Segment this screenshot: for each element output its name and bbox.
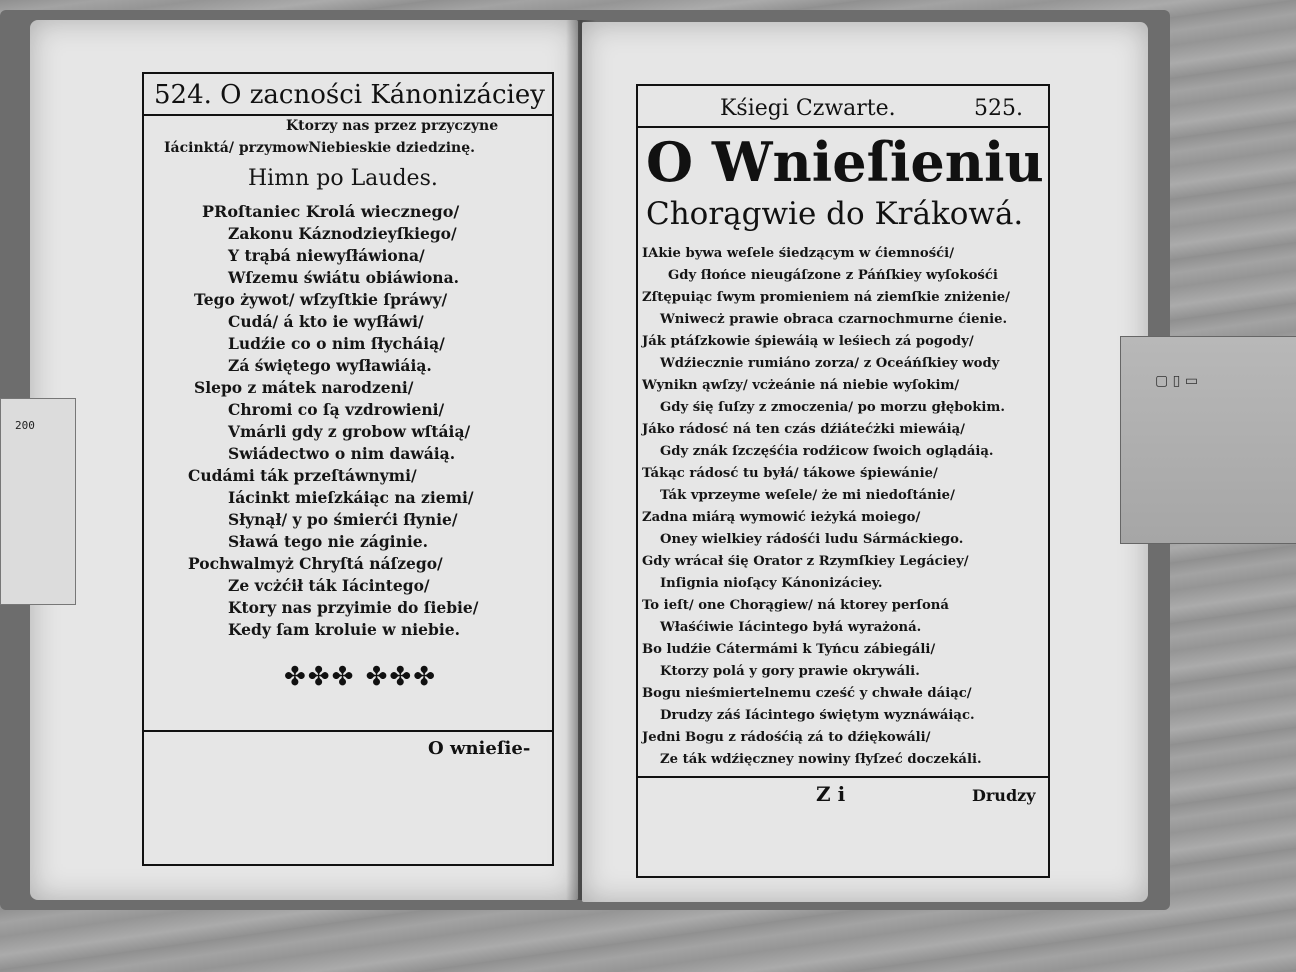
left-page bbox=[30, 20, 578, 900]
verse-line: Ze vcżćił ták Iácintego/ bbox=[228, 576, 430, 595]
poem-line: Drudzy záś Iácintego świętym wyznáwáiąc. bbox=[660, 708, 975, 723]
chapter-subtitle: Chorągwie do Krákowá. bbox=[646, 196, 1024, 232]
verse-line: Słynął/ y po śmierći ſłynie/ bbox=[228, 510, 458, 529]
signature-mark: Z i bbox=[816, 782, 846, 806]
poem-line: Gdy śię ſuſzy z zmoczenia/ po morzu głębokim. bbox=[660, 400, 1005, 415]
poem-line: Wniwecż prawie obraca czarnochmurne ćienie. bbox=[660, 312, 1008, 327]
verse-line: Zakonu Káznodzieyſkiego/ bbox=[228, 224, 457, 243]
verse-line: Cudámi ták przeſtáwnymi/ bbox=[188, 466, 417, 485]
verse-line: Tego żywot/ wſzyſtkie ſpráwy/ bbox=[194, 290, 448, 309]
poem-line: Oney wielkiey rádośći ludu Sármáckiego. bbox=[660, 532, 964, 547]
poem-line: Zſtępuiąc ſwym promieniem ná ziemſkie zniżenie/ bbox=[642, 290, 1010, 305]
verse-line: Wſzemu świátu obiáwiona. bbox=[228, 268, 460, 287]
right-page-frame bbox=[636, 84, 1050, 878]
left-page-frame bbox=[142, 72, 554, 866]
footer-rule bbox=[142, 730, 552, 732]
poem-line: Jáko rádosć ná ten czás dźiátećżki miewáią/ bbox=[642, 422, 965, 437]
verse-line: Cudá/ á kto ie wyſłáwi/ bbox=[228, 312, 424, 331]
intro-line: Iácinktá/ przymowNiebieskie dziedzinę. bbox=[164, 140, 476, 156]
right-page-text bbox=[638, 86, 1048, 876]
verse-line: Slepo z mátek narodzeni/ bbox=[194, 378, 414, 397]
hymn-title: Himn po Laudes. bbox=[248, 166, 438, 191]
verse-line: Vmárli gdy z grobow wſtáią/ bbox=[228, 422, 471, 441]
verse-line: Sławá tego nie záginie. bbox=[228, 532, 428, 551]
ruler-strip bbox=[0, 398, 76, 605]
poem-line: Jedni Bogu z rádośćią zá to dźiękowáli/ bbox=[642, 730, 931, 745]
poem-line: Gdy znák ſzczęśćia rodźicow ſwoich oglądáią. bbox=[660, 444, 994, 459]
clip-mark-icon: ▢ ▯ ▭ bbox=[1155, 373, 1199, 389]
poem-line: Ták vprzeyme weſele/ że mi niedoſtánie/ bbox=[660, 488, 955, 503]
verse-line: Y trąbá niewyſłáwiona/ bbox=[228, 246, 425, 265]
verse-line: Kedy ſam kroluie w niebie. bbox=[228, 620, 461, 639]
verse-line: Pochwalmyż Chryſtá náſzego/ bbox=[188, 554, 443, 573]
verse-line: Chromi co ſą vzdrowieni/ bbox=[228, 400, 445, 419]
left-page-header: 524. O zacności Kánonizáciey bbox=[154, 80, 545, 110]
poem-line: Wdźiecznie rumiáno zorza/ z Oceáńſkiey wody bbox=[660, 356, 1000, 371]
verse-line: Iácinkt mieſzkáiąc na ziemi/ bbox=[228, 488, 474, 507]
intro-line: Ktorzy nas przez przyczyne bbox=[286, 118, 499, 134]
wooden-clip bbox=[1120, 336, 1296, 544]
right-page-header: Kśiegi Czwarte. bbox=[720, 96, 896, 121]
poem-line: Ktorzy polá y gory prawie okrywáli. bbox=[660, 664, 920, 679]
poem-line: Ják ptáſzkowie śpiewáią w leśiech zá pogody/ bbox=[642, 334, 974, 349]
poem-line: IAkie bywa weſele śiedzącym w ćiemnośći/ bbox=[642, 246, 955, 261]
poem-line: Gdy wrácał śię Orator z Rzymſkiey Legáciey/ bbox=[642, 554, 969, 569]
poem-line: Inſignia nioſący Kánonizáciey. bbox=[660, 576, 883, 591]
catchword: Drudzy bbox=[972, 786, 1036, 805]
ornament: ✤✤✤ ✤✤✤ bbox=[284, 662, 437, 692]
verse-line: Ktory nas przyimie do ſiebie/ bbox=[228, 598, 479, 617]
footer-rule bbox=[636, 776, 1048, 778]
poem-line: Bogu nieśmiertelnemu cześć y chwałe dáiąc/ bbox=[642, 686, 972, 701]
ruler-label: 200 bbox=[15, 419, 35, 432]
page-number: 525. bbox=[974, 96, 1023, 121]
poem-line: Wynikn ąwſzy/ vcżeánie ná niebie wyſokim/ bbox=[642, 378, 960, 393]
verse-line: Swiádectwo o nim dawáią. bbox=[228, 444, 456, 463]
poem-line: Właśćiwie Iácintego byłá wyrażoná. bbox=[660, 620, 922, 635]
poem-line: Tákąc rádosć tu byłá/ tákowe śpiewánie/ bbox=[642, 466, 938, 481]
verse-line: Ludźie co o nim ſłycháią/ bbox=[228, 334, 445, 353]
poem-line: Zadna miárą wymowić ieżyká moiego/ bbox=[642, 510, 921, 525]
right-page bbox=[582, 22, 1148, 902]
poem-line: Ze ták wdźięczney nowiny ſłyſzeć doczekáli. bbox=[660, 752, 982, 767]
verse-line: PRoſtaniec Krolá wiecznego/ bbox=[202, 202, 460, 221]
verse-line: Zá świętego wyſławiáią. bbox=[228, 356, 432, 375]
catchword: O wnieſie- bbox=[428, 738, 531, 759]
poem-line: Gdy ſłońce nieugáſzone z Páńſkiey wyſokośći bbox=[668, 268, 998, 283]
poem-line: Bo ludźie Cátermámi k Tyńcu zábiegáli/ bbox=[642, 642, 936, 657]
poem-line: To ieſt/ one Chorągiew/ ná ktorey perſoná bbox=[642, 598, 949, 613]
chapter-title: O Wnieſieniu bbox=[646, 130, 1044, 194]
